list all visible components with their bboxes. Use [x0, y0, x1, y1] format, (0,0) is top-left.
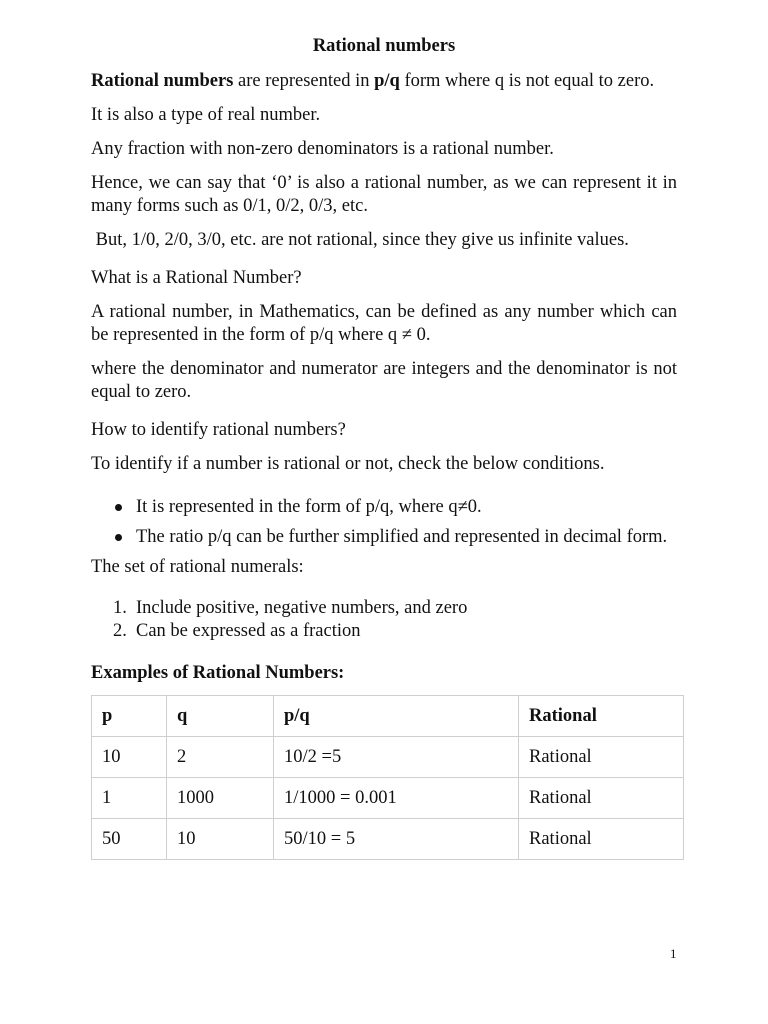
table-row	[92, 819, 684, 860]
table-header-p: p	[92, 696, 167, 737]
table-row	[92, 778, 684, 819]
list-text: Can be expressed as a fraction	[136, 621, 361, 641]
intro-paragraph	[91, 70, 677, 93]
definition-paragraph: A rational number, in Mathematics, can be defined as any number which can be represented in the form of p/q where q ≠ 0.	[91, 302, 677, 345]
intro-end-text: form where q is not equal to zero.	[399, 71, 655, 91]
intro-bold-term: Rational numbers	[91, 71, 234, 91]
conditions-list	[91, 496, 677, 549]
identify-heading: How to identify rational numbers?	[91, 420, 346, 440]
table-cell: 1000	[167, 778, 274, 819]
table-header-q: q	[167, 696, 274, 737]
page-number: 1	[670, 946, 677, 961]
intro-mid-text: are represented in	[233, 71, 375, 91]
list-item	[91, 620, 677, 643]
fraction-paragraph: Any fraction with non-zero denominators is a rational number.	[91, 139, 554, 159]
table-cell: 10/2 =5	[274, 737, 519, 778]
table-cell: 1	[92, 778, 167, 819]
list-number: 1.	[113, 598, 127, 618]
integers-paragraph: where the denominator and numerator are integers and the denominator is not equal to zero.	[91, 359, 677, 402]
list-number: 2.	[113, 621, 127, 641]
table-cell: Rational	[519, 778, 684, 819]
examples-heading: Examples of Rational Numbers:	[91, 663, 345, 683]
zero-paragraph: Hence, we can say that ‘0’ is also a rational number, as we can represent it in many forms such as 0/1, 0/2, 0/3, etc.	[91, 173, 677, 216]
document-body	[91, 35, 677, 860]
table-header-row	[92, 696, 684, 737]
table-cell: 50/10 = 5	[274, 819, 519, 860]
set-list	[91, 597, 677, 643]
intro-bold-form: p/q	[374, 71, 400, 91]
list-item: The ratio p/q can be further simplified and represented in decimal form.	[91, 526, 677, 549]
table-cell: 2	[167, 737, 274, 778]
page-title: Rational numbers	[312, 36, 456, 56]
table-header-rational: Rational	[519, 696, 684, 737]
table-cell: 50	[92, 819, 167, 860]
table-cell: Rational	[519, 819, 684, 860]
table-cell: 1/1000 = 0.001	[274, 778, 519, 819]
list-item: It is represented in the form of p/q, where q≠0.	[91, 496, 677, 519]
list-item	[91, 597, 677, 620]
not-rational-paragraph: But, 1/0, 2/0, 3/0, etc. are not rational, since they give us infinite values.	[91, 230, 629, 250]
list-text: Include positive, negative numbers, and zero	[136, 598, 468, 618]
table-cell: 10	[92, 737, 167, 778]
table-header-pq: p/q	[274, 696, 519, 737]
table-cell: Rational	[519, 737, 684, 778]
examples-table	[91, 695, 684, 860]
set-paragraph: The set of rational numerals:	[91, 557, 304, 577]
table-cell: 10	[167, 819, 274, 860]
real-number-paragraph: It is also a type of real number.	[91, 105, 321, 125]
identify-paragraph: To identify if a number is rational or not, check the below conditions.	[91, 454, 605, 474]
what-is-heading: What is a Rational Number?	[91, 268, 302, 288]
table-row	[92, 737, 684, 778]
